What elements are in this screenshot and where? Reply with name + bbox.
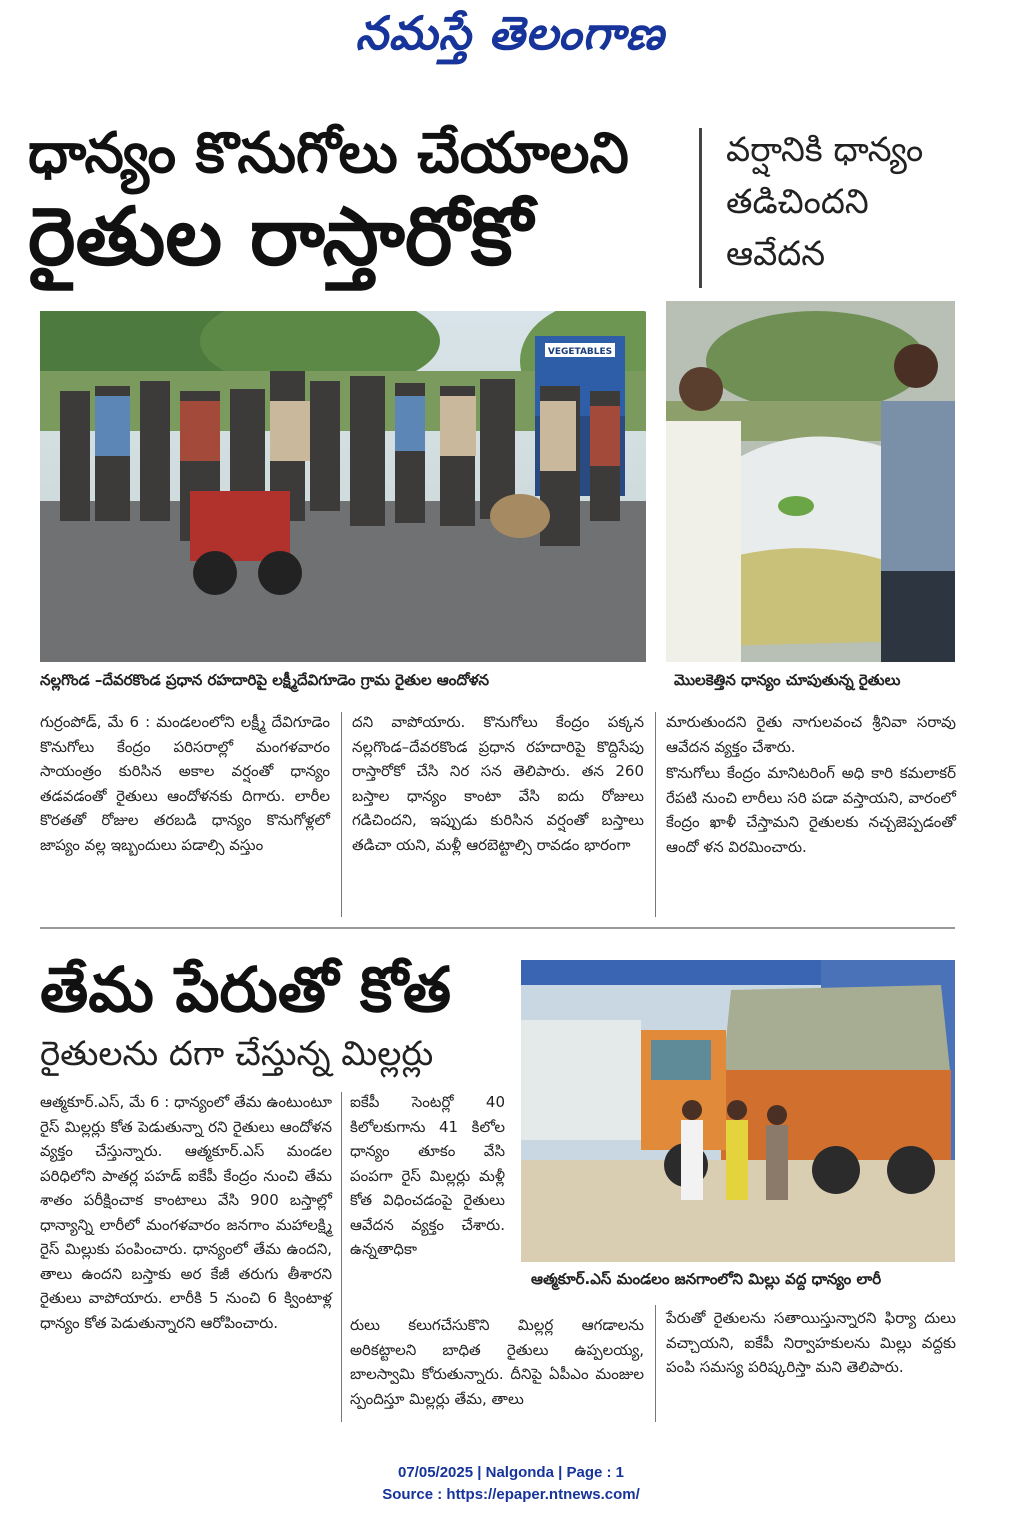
story1-column-1 (40, 710, 330, 859)
column-divider (341, 712, 342, 917)
protest-photo (40, 311, 646, 662)
story2-column-1 (40, 1090, 332, 1337)
protest-photo-caption: నల్లగొండ –దేవరకొండ ప్రధాన రహదారిపై లక్ష్మీదేవిగూడెం గ్రామ రైతుల ఆందోళన (40, 671, 490, 689)
story2-paragraph: ఐకేపీ సెంటర్లో 40 కిలోలకుగాను 41 కిలోల ధాన్యం తూకం వేసి పంపగా రైస్ మిల్లర్లు మళ్లీ కోత విధించడంపై రైతులు ఆవేదన వ్యక్తం చేశారు. ఉన్నతాధికా (350, 1093, 505, 1258)
story2-paragraph: పేరుతో రైతులను సతాయిస్తున్నారని ఫిర్యా దులు వచ్చాయని, ఐకేపీ నిర్వాహకులను మిల్లు వద్దకు పంపి సమస్య పరిష్కరిస్తా మని తెలిపారు. (666, 1309, 956, 1376)
section-divider (40, 927, 955, 929)
story2-column-2a (350, 1090, 505, 1264)
sprouted-grain-photo (666, 301, 955, 662)
footer-date-edition: 07/05/2025 | Nalgonda | Page : 1 (398, 1464, 624, 1481)
sprouted-grain-photo-caption: మొలకెత్తిన ధాన్యం చూపుతున్న రైతులు (674, 671, 901, 689)
column-divider (341, 1092, 342, 1422)
story2-paragraph: ఆత్మకూర్.ఎస్, మే 6 : ధాన్యంలో తేమ ఉంటుంటూ రైస్ మిల్లర్లు కోత పెడుతున్నా రని రైతులు ఆందోళన వ్యక్తం చేస్తున్నారు. ఆత్మకూర్.ఎస్ మండల పరిధిలోని పాతర్ల పహడ్ ఐకేపీ కేంద్రం నుంచి తేమ శాతం పరీక్షించాక కాంటాలు వేసి 900 బస్తాల్లో ధాన్యాన్ని లారీలో మంగళవారం జనగాం మహాలక్ష్మి రైస్ మిల్లుకు పంపించారు. ధాన్యంలో తేమ ఉందని, తాలు ఉందని బస్తాకు అర కేజీ తరుగు తీశారని రైతులు వాపోయారు. లారీకి 5 నుంచి 6 క్వింటాళ్ల ధాన్యం కోత పెడుతున్నారని ఆరోపించారు. (40, 1093, 332, 1332)
story1-headline-line1: ధాన్యం కొనుగోలు చేయాలని (28, 121, 629, 186)
story1-headline-line2: రైతుల రాస్తారోకో (28, 190, 533, 283)
column-divider (655, 1305, 656, 1422)
sidebar-divider (699, 128, 702, 288)
story2-column-2b (350, 1313, 644, 1413)
column-divider (655, 712, 656, 917)
story1-column-2 (352, 710, 644, 859)
grain-lorry-photo-caption: ఆత్మకూర్.ఎస్ మండలం జనగాంలోని మిల్లు వద్ద ధాన్యం లారీ (531, 1270, 882, 1288)
story2-subhead: రైతులను దగా చేస్తున్న మిల్లర్లు (40, 1034, 434, 1074)
story1-paragraph: దని వాపోయారు. కొనుగోలు కేంద్రం పక్కన నల్లగొండ–దేవరకొండ ప్రధాన రహదారిపై కొద్దిసేపు రాస్తారోకో చేసి నిర సన తెలిపారు. తన 260 బస్తాల ధాన్యం కాంటా వేసి ఐదు రోజులు గడిచిందని, ఇప్పుడు కురిసిన వర్షంతో బస్తాలు తడిచా యని, మళ్లీ ఆరబెట్టాల్సి రావడం భారంగా (352, 713, 644, 854)
story2-paragraph: రులు కలుగచేసుకొని మిల్లర్ల ఆగడాలను అరికట్టాలని బాధిత రైతులు ఉప్పలయ్య, బాలస్వామి కోరుతున్నారు. దీనిపై ఏపీఎం మంజుల స్పందిస్తూ మిల్లర్లు తేమ, తాలు (350, 1316, 644, 1408)
page-footer (0, 1462, 1022, 1506)
footer-source-link[interactable]: Source : https://epaper.ntnews.com/ (382, 1486, 640, 1503)
grain-lorry-photo (521, 960, 955, 1262)
story1-paragraph: మారుతుందని రైతు నాగులవంచ శ్రీనివా సరావు ఆవేదన వ్యక్తం చేశారు. (666, 713, 956, 756)
story2-headline: తేమ పేరుతో కోత (40, 953, 452, 1026)
truck-sign-text: VEGETABLES (547, 347, 613, 357)
story1-paragraph: కొనుగోలు కేంద్రం మానిటరింగ్ అధి కారి కమలాకర్ రేపటి నుంచి లారీలు సరి పడా వస్తాయని, వారంలో కేంద్రం ఖాళీ చేస్తామని రైతులకు నచ్చజెప్పడంతో ఆందో ళన విరమించారు. (666, 764, 956, 856)
sidebar-headline: వర్షానికి ధాన్యం తడిచిందని ఆవేదన (726, 130, 924, 274)
story1-paragraph: గుర్రంపోడ్, మే 6 : మండలంలోని లక్ష్మీ దేవిగూడెం కొనుగోలు కేంద్రం పరిసరాల్లో మంగళవారం సాయంత్రం కురిసిన అకాల వర్షంతో ధాన్యం తడవడంతో రైతులు ఆందోళనకు దిగారు. లారీల కొరతతో రోజుల తరబడి ధాన్యం కొనుగోళ్లలో జాప్యం వల్ల ఇబ్బందులు పడాల్సి వస్తుం (40, 713, 330, 854)
story2-column-3 (666, 1306, 956, 1382)
story1-headline (28, 118, 688, 284)
story1-column-3 (666, 710, 956, 861)
masthead-title: నమస్తే తెలంగాణ (355, 6, 665, 60)
